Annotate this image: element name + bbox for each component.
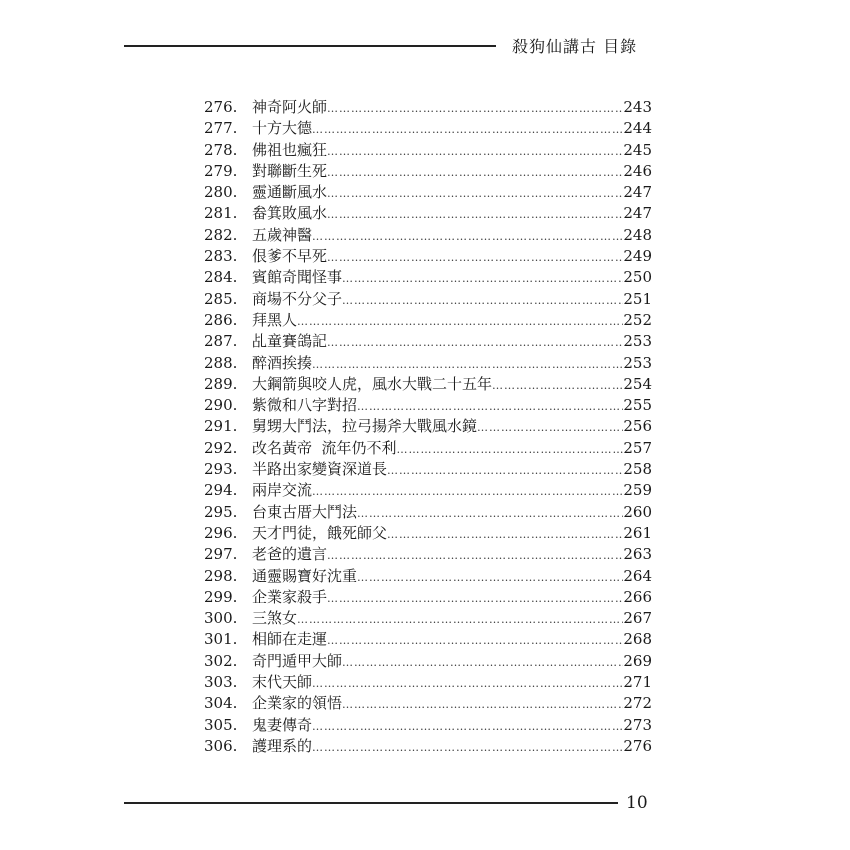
dot-leader xyxy=(492,379,623,392)
entry-number: 293. xyxy=(204,460,238,479)
entry-number: 288. xyxy=(204,353,238,372)
toc-entry xyxy=(204,415,652,436)
toc-entry xyxy=(204,309,652,330)
toc-entry xyxy=(204,479,652,500)
entry-title: 靈通斷風水 xyxy=(252,183,328,202)
entry-number: 298. xyxy=(204,566,238,585)
entry-title: 奇門遁甲大師 xyxy=(252,651,343,670)
entry-number: 290. xyxy=(204,396,238,415)
dot-leader xyxy=(312,677,623,690)
dot-leader xyxy=(327,208,623,221)
entry-title: 護理系的 xyxy=(252,736,313,755)
toc-entry xyxy=(204,565,652,586)
entry-title: 畚箕敗風水 xyxy=(252,204,328,223)
toc-entry xyxy=(204,501,652,522)
entry-title: 改名黃帝 流年仍不利 xyxy=(252,438,397,457)
entry-number: 299. xyxy=(204,587,238,606)
toc-entry xyxy=(204,117,652,138)
entry-title: 對聯斷生死 xyxy=(252,161,328,180)
entry-number: 286. xyxy=(204,310,238,329)
entry-number: 303. xyxy=(204,673,238,692)
toc-entry xyxy=(204,330,652,351)
dot-leader xyxy=(327,251,623,264)
dot-leader xyxy=(327,634,623,647)
entry-page-number: 249 xyxy=(623,247,652,266)
toc-entry xyxy=(204,181,652,202)
entry-title: 神奇阿火師 xyxy=(252,98,328,116)
entry-page-number: 264 xyxy=(623,566,652,585)
entry-page-number: 256 xyxy=(623,417,652,436)
entry-title: 企業家的領悟 xyxy=(252,694,343,713)
entry-number: 282. xyxy=(204,225,238,244)
dot-leader xyxy=(387,464,623,477)
toc-entry xyxy=(204,735,652,756)
entry-page-number: 271 xyxy=(623,673,652,692)
entry-page-number: 253 xyxy=(623,353,652,372)
entry-page-number: 260 xyxy=(623,502,652,521)
entry-number: 289. xyxy=(204,374,238,393)
entry-page-number: 247 xyxy=(623,183,652,202)
entry-title: 台東古厝大鬥法 xyxy=(252,502,358,521)
entry-number: 285. xyxy=(204,289,238,308)
entry-page-number: 255 xyxy=(623,396,652,415)
entry-page-number: 266 xyxy=(623,587,652,606)
dot-leader xyxy=(357,571,623,584)
entry-number: 287. xyxy=(204,332,238,351)
entry-number: 296. xyxy=(204,523,238,542)
entry-page-number: 247 xyxy=(623,204,652,223)
dot-leader xyxy=(397,443,624,456)
entry-title: 五歲神醫 xyxy=(252,225,313,244)
entry-title: 大鋼箭與咬人虎，風水大戰二十五年 xyxy=(252,374,493,393)
toc-entry xyxy=(204,224,652,245)
entry-title: 乩童賽鴿記 xyxy=(252,332,328,351)
entry-title: 半路出家變資深道長 xyxy=(252,460,388,479)
toc-entry xyxy=(204,266,652,287)
entry-number: 283. xyxy=(204,247,238,266)
toc-entry xyxy=(204,586,652,607)
dot-leader xyxy=(297,315,623,328)
dot-leader xyxy=(477,421,623,434)
dot-leader xyxy=(327,166,623,179)
toc-entry xyxy=(204,245,652,266)
toc-entry xyxy=(204,160,652,181)
entry-title: 紫微和八字對招 xyxy=(252,396,358,415)
entry-title: 商場不分父子 xyxy=(252,289,343,308)
entry-page-number: 252 xyxy=(623,310,652,329)
toc-entry xyxy=(204,543,652,564)
toc-entry xyxy=(204,714,652,735)
dot-leader xyxy=(342,272,623,285)
entry-number: 297. xyxy=(204,545,238,564)
entry-title: 舅甥大鬥法，拉弓揚斧大戰風水鏡 xyxy=(252,417,478,436)
entry-page-number: 251 xyxy=(623,289,652,308)
dot-leader xyxy=(327,187,623,200)
entry-title: 通靈賜寶好沈重 xyxy=(252,566,358,585)
entry-number: 302. xyxy=(204,651,238,670)
dot-leader xyxy=(342,294,623,307)
entry-number: 305. xyxy=(204,715,238,734)
entry-page-number: 250 xyxy=(623,268,652,287)
entry-page-number: 253 xyxy=(623,332,652,351)
entry-title: 十方大德 xyxy=(252,119,313,138)
dot-leader xyxy=(327,549,623,562)
dot-leader xyxy=(327,592,623,605)
entry-page-number: 267 xyxy=(623,609,652,628)
toc-entry xyxy=(204,692,652,713)
entry-number: 304. xyxy=(204,694,238,713)
entry-number: 277. xyxy=(204,119,238,138)
entry-page-number: 261 xyxy=(623,523,652,542)
dot-leader xyxy=(327,145,623,158)
dot-leader xyxy=(342,698,623,711)
dot-leader xyxy=(312,230,623,243)
entry-title: 兩岸交流 xyxy=(252,481,313,500)
entry-title: 末代天師 xyxy=(252,673,313,692)
entry-page-number: 272 xyxy=(623,694,652,713)
entry-title: 三煞女 xyxy=(252,609,298,628)
entry-number: 301. xyxy=(204,630,238,649)
entry-title: 天才門徒，餓死師父 xyxy=(252,523,388,542)
header-rule xyxy=(124,45,496,47)
entry-page-number: 244 xyxy=(623,119,652,138)
entry-title: 鬼妻傳奇 xyxy=(252,715,313,734)
entry-number: 291. xyxy=(204,417,238,436)
dot-leader xyxy=(327,102,623,115)
entry-title: 老爸的遺言 xyxy=(252,545,328,564)
dot-leader xyxy=(312,720,623,733)
entry-page-number: 248 xyxy=(623,225,652,244)
entry-page-number: 269 xyxy=(623,651,652,670)
toc-entry xyxy=(204,628,652,649)
entry-page-number: 268 xyxy=(623,630,652,649)
entry-number: 284. xyxy=(204,268,238,287)
toc-entry xyxy=(204,288,652,309)
toc-entry xyxy=(204,373,652,394)
entry-page-number: 258 xyxy=(623,460,652,479)
footer-rule xyxy=(124,802,618,804)
entry-page-number: 246 xyxy=(623,161,652,180)
entry-number: 295. xyxy=(204,502,238,521)
entry-number: 281. xyxy=(204,204,238,223)
entry-number: 300. xyxy=(204,609,238,628)
page-number: 10 xyxy=(626,793,648,813)
entry-page-number: 263 xyxy=(623,545,652,564)
entry-number: 306. xyxy=(204,736,238,755)
dot-leader xyxy=(312,123,623,136)
toc-entry xyxy=(204,650,652,671)
entry-number: 276. xyxy=(204,98,238,116)
dot-leader xyxy=(387,528,623,541)
dot-leader xyxy=(357,400,623,413)
toc-entry xyxy=(204,437,652,458)
entry-title: 賓館奇聞怪事 xyxy=(252,268,343,287)
entry-title: 拜黑人 xyxy=(252,310,298,329)
entry-number: 280. xyxy=(204,183,238,202)
entry-page-number: 273 xyxy=(623,715,652,734)
toc-entry xyxy=(204,394,652,415)
entry-page-number: 257 xyxy=(623,438,652,457)
toc-entry xyxy=(204,96,652,117)
entry-title: 佷爹不早死 xyxy=(252,247,328,266)
toc-entry xyxy=(204,458,652,479)
dot-leader xyxy=(312,485,623,498)
running-header-title: 殺狗仙講古 目錄 xyxy=(512,37,638,56)
entry-number: 294. xyxy=(204,481,238,500)
entry-page-number: 243 xyxy=(623,98,652,116)
entry-title: 醉酒挨揍 xyxy=(252,353,313,372)
entry-page-number: 276 xyxy=(623,736,652,755)
toc-entry xyxy=(204,202,652,223)
entry-number: 292. xyxy=(204,438,238,457)
entry-title: 相師在走運 xyxy=(252,630,328,649)
entry-title: 佛祖也瘋狂 xyxy=(252,140,328,159)
dot-leader xyxy=(312,741,623,754)
toc-entry xyxy=(204,607,652,628)
dot-leader xyxy=(312,358,623,371)
entry-number: 278. xyxy=(204,140,238,159)
toc-entry xyxy=(204,139,652,160)
dot-leader xyxy=(357,507,623,520)
entry-page-number: 245 xyxy=(623,140,652,159)
dot-leader xyxy=(297,613,623,626)
entry-number: 279. xyxy=(204,161,238,180)
entry-page-number: 254 xyxy=(623,374,652,393)
dot-leader xyxy=(342,656,623,669)
entry-title: 企業家殺手 xyxy=(252,587,328,606)
entry-page-number: 259 xyxy=(623,481,652,500)
dot-leader xyxy=(327,336,623,349)
toc-entry xyxy=(204,671,652,692)
toc-entry xyxy=(204,352,652,373)
toc-entry xyxy=(204,522,652,543)
table-of-contents xyxy=(204,96,652,756)
